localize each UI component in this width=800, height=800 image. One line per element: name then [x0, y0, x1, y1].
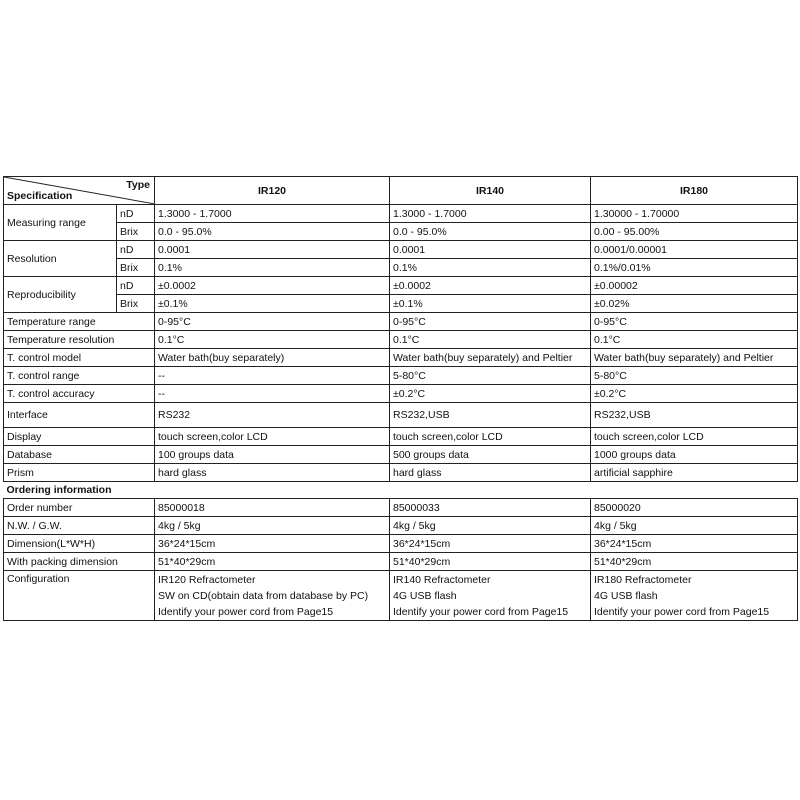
row-label: T. control range — [4, 367, 155, 385]
row-label: Display — [4, 428, 155, 446]
cell-ir120: 100 groups data — [155, 446, 390, 464]
table-row — [4, 259, 798, 277]
type-label: Type — [126, 179, 150, 191]
cell-ir140: 85000033 — [390, 499, 591, 517]
cell-ir140: Water bath(buy separately) and Peltier — [390, 349, 591, 367]
cell-ir140: touch screen,color LCD — [390, 428, 591, 446]
cell-ir120: 0.0001 — [155, 241, 390, 259]
sub-label: nD — [117, 277, 155, 295]
section-row — [4, 482, 798, 499]
config-ir140 — [390, 571, 591, 621]
cell-ir120: 51*40*29cm — [155, 553, 390, 571]
cell-ir140: ±0.0002 — [390, 277, 591, 295]
cell-ir180: ±0.00002 — [591, 277, 798, 295]
header-row — [4, 177, 798, 205]
cell-ir120: 36*24*15cm — [155, 535, 390, 553]
config-line: IR140 Refractometer — [393, 574, 491, 586]
cell-ir140: 500 groups data — [390, 446, 591, 464]
table-row — [4, 349, 798, 367]
cell-ir180: 1000 groups data — [591, 446, 798, 464]
row-label: Configuration — [4, 571, 155, 621]
model-header-ir140: IR140 — [390, 177, 591, 205]
table-row — [4, 241, 798, 259]
cell-ir140: 1.3000 - 1.7000 — [390, 205, 591, 223]
header-corner — [4, 177, 155, 205]
cell-ir180: 0.1°C — [591, 331, 798, 349]
table-row — [4, 553, 798, 571]
cell-ir140: 36*24*15cm — [390, 535, 591, 553]
cell-ir180: 5-80°C — [591, 367, 798, 385]
table-row — [4, 223, 798, 241]
cell-ir120: 4kg / 5kg — [155, 517, 390, 535]
sub-label: Brix — [117, 295, 155, 313]
row-label: Interface — [4, 403, 155, 428]
cell-ir180: touch screen,color LCD — [591, 428, 798, 446]
table-row — [4, 428, 798, 446]
cell-ir180: RS232,USB — [591, 403, 798, 428]
cell-ir120: Water bath(buy separately) — [155, 349, 390, 367]
row-label: Reproducibility — [4, 277, 117, 313]
row-label: Prism — [4, 464, 155, 482]
row-label: N.W. / G.W. — [4, 517, 155, 535]
cell-ir180: artificial sapphire — [591, 464, 798, 482]
cell-ir180: ±0.02% — [591, 295, 798, 313]
cell-ir120: ±0.1% — [155, 295, 390, 313]
row-label: Order number — [4, 499, 155, 517]
cell-ir180: 36*24*15cm — [591, 535, 798, 553]
specification-label: Specification — [7, 190, 73, 202]
model-header-ir180: IR180 — [591, 177, 798, 205]
cell-ir140: 4kg / 5kg — [390, 517, 591, 535]
table-row — [4, 295, 798, 313]
sub-label: nD — [117, 241, 155, 259]
table-row — [4, 403, 798, 428]
cell-ir180: 4kg / 5kg — [591, 517, 798, 535]
model-header-ir120: IR120 — [155, 177, 390, 205]
cell-ir180: 85000020 — [591, 499, 798, 517]
table-row — [4, 313, 798, 331]
row-label: T. control accuracy — [4, 385, 155, 403]
config-line: Identify your power cord from Page15 — [393, 606, 569, 618]
cell-ir140: hard glass — [390, 464, 591, 482]
cell-ir140: 5-80°C — [390, 367, 591, 385]
row-label: Temperature range — [4, 313, 155, 331]
row-label: T. control model — [4, 349, 155, 367]
cell-ir180: 0.1%/0.01% — [591, 259, 798, 277]
row-label: Measuring range — [4, 205, 117, 241]
cell-ir120: 0.1% — [155, 259, 390, 277]
cell-ir180: 0-95°C — [591, 313, 798, 331]
sub-label: Brix — [117, 259, 155, 277]
config-ir180 — [591, 571, 798, 621]
cell-ir120: -- — [155, 367, 390, 385]
table-row — [4, 331, 798, 349]
cell-ir140: 51*40*29cm — [390, 553, 591, 571]
ordering-title: Ordering information — [4, 482, 798, 499]
cell-ir120: -- — [155, 385, 390, 403]
row-label: With packing dimension — [4, 553, 155, 571]
row-label: Temperature resolution — [4, 331, 155, 349]
cell-ir140: 0.1% — [390, 259, 591, 277]
cell-ir120: hard glass — [155, 464, 390, 482]
config-ir120 — [155, 571, 390, 621]
config-line: IR180 Refractometer — [594, 574, 692, 586]
table-row — [4, 446, 798, 464]
cell-ir120: 0.1°C — [155, 331, 390, 349]
config-line: Identify your power cord from Page15 — [158, 606, 334, 618]
sub-label: Brix — [117, 223, 155, 241]
table-row — [4, 499, 798, 517]
table-row — [4, 517, 798, 535]
table-row — [4, 277, 798, 295]
cell-ir180: 1.30000 - 1.70000 — [591, 205, 798, 223]
cell-ir120: 1.3000 - 1.7000 — [155, 205, 390, 223]
cell-ir120: touch screen,color LCD — [155, 428, 390, 446]
cell-ir180: 51*40*29cm — [591, 553, 798, 571]
config-line: Identify your power cord from Page15 — [594, 606, 770, 618]
cell-ir180: ±0.2°C — [591, 385, 798, 403]
cell-ir120: RS232 — [155, 403, 390, 428]
config-line: SW on CD(obtain data from database by PC) — [158, 590, 369, 602]
cell-ir120: 0.0 - 95.0% — [155, 223, 390, 241]
cell-ir120: 0-95°C — [155, 313, 390, 331]
cell-ir140: 0.0 - 95.0% — [390, 223, 591, 241]
table-row — [4, 571, 798, 621]
table-row — [4, 367, 798, 385]
cell-ir140: RS232,USB — [390, 403, 591, 428]
table-row — [4, 535, 798, 553]
config-line: IR120 Refractometer — [158, 574, 256, 586]
table-row — [4, 464, 798, 482]
row-label: Resolution — [4, 241, 117, 277]
row-label: Dimension(L*W*H) — [4, 535, 155, 553]
cell-ir140: ±0.2°C — [390, 385, 591, 403]
cell-ir180: 0.0001/0.00001 — [591, 241, 798, 259]
spec-table — [3, 176, 798, 621]
config-line: 4G USB flash — [594, 590, 658, 602]
cell-ir120: 85000018 — [155, 499, 390, 517]
table-row — [4, 205, 798, 223]
cell-ir140: ±0.1% — [390, 295, 591, 313]
row-label: Database — [4, 446, 155, 464]
config-line: 4G USB flash — [393, 590, 457, 602]
table-row — [4, 385, 798, 403]
sub-label: nD — [117, 205, 155, 223]
cell-ir140: 0.1°C — [390, 331, 591, 349]
spec-sheet — [3, 176, 797, 621]
cell-ir180: 0.00 - 95.00% — [591, 223, 798, 241]
cell-ir140: 0-95°C — [390, 313, 591, 331]
cell-ir120: ±0.0002 — [155, 277, 390, 295]
cell-ir140: 0.0001 — [390, 241, 591, 259]
cell-ir180: Water bath(buy separately) and Peltier — [591, 349, 798, 367]
